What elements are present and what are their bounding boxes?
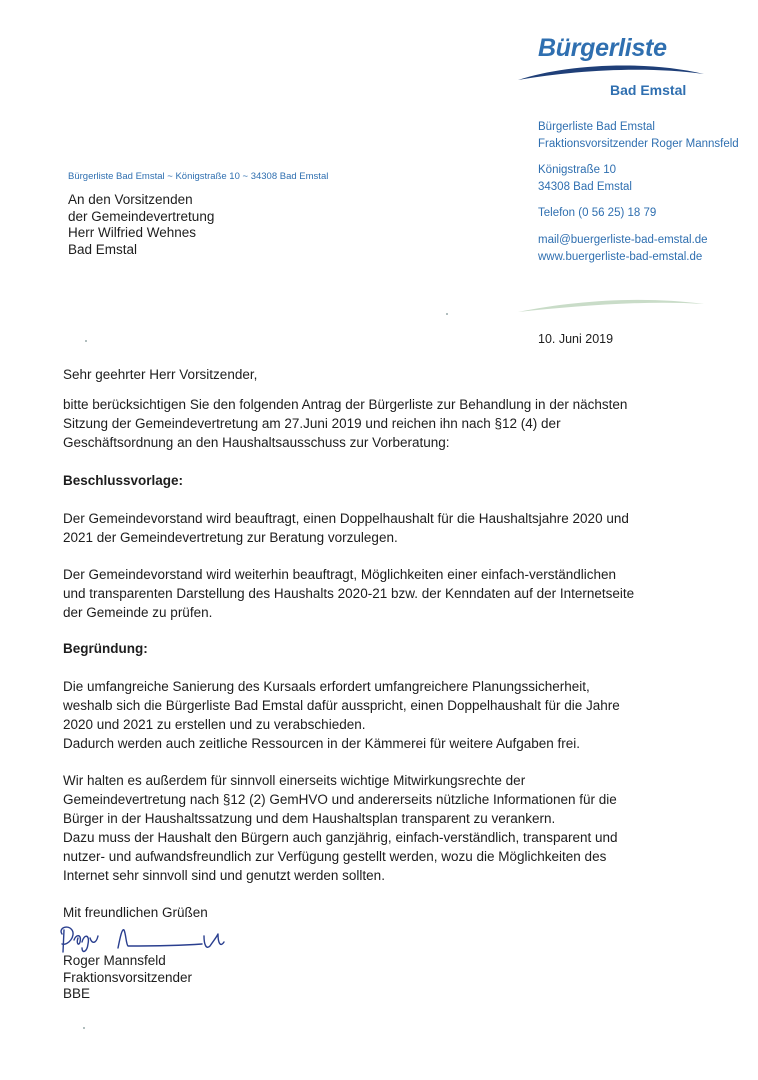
text-line: Der Gemeindevorstand wird beauftragt, einen Doppelhaushalt für die Haushaltsjahre 2020 und — [63, 511, 629, 526]
scan-speck — [83, 1027, 85, 1029]
sender-street: Königstraße 10 — [538, 164, 616, 176]
sender-role: Fraktionsvorsitzender Roger Mannsfeld — [538, 138, 739, 150]
text-line: und transparenten Darstellung des Haushalts 2020-21 bzw. der Kenndaten auf der Internetseite — [63, 586, 635, 601]
recipient-line: der Gemeindevertretung — [68, 208, 215, 224]
signer-role: Fraktionsvorsitzender — [63, 969, 193, 985]
beschluss-paragraph-2 — [63, 565, 693, 622]
recipient-line: An den Vorsitzenden — [68, 192, 193, 207]
letter-date: 10. Juni 2019 — [538, 332, 614, 346]
scan-speck — [85, 340, 87, 342]
recipient-line: Herr Wilfried Wehnes — [68, 225, 197, 240]
text-line: Geschäftsordnung an den Haushaltsausschuss zur Vorberatung: — [63, 435, 450, 450]
text-line: Internet sehr sinnvoll sind und genutzt werden sollten. — [63, 868, 385, 883]
scan-speck — [446, 313, 448, 315]
text-line: nutzer- und aufwandsfreundlich zur Verfügung gestellt werden, wozu die Möglichkeiten des — [63, 849, 607, 864]
intro-paragraph — [63, 395, 693, 452]
text-line: Gemeindevertretung nach §12 (2) GemHVO und andererseits nützliche Informationen für die — [63, 792, 617, 807]
footer-swoosh-graphic — [516, 294, 708, 318]
recipient-line: Bad Emstal — [68, 241, 138, 257]
sender-name: Bürgerliste Bad Emstal — [538, 121, 655, 133]
return-address: Bürgerliste Bad Emstal ~ Königstraße 10 ~ 34308 Bad Emstal — [68, 171, 329, 182]
closing-phrase: Mit freundlichen Grüßen — [63, 905, 208, 920]
logo-subtitle: Bad Emstal — [610, 82, 687, 98]
sender-city: 34308 Bad Emstal — [538, 181, 632, 193]
section-heading-begruendung: Begründung: — [63, 641, 148, 656]
salutation: Sehr geehrter Herr Vorsitzender, — [63, 367, 258, 382]
logo-swoosh-graphic — [516, 60, 708, 84]
beschluss-paragraph-1 — [63, 509, 693, 547]
text-line: weshalb sich die Bürgerliste Bad Emstal dafür ausspricht, einen Doppelhaushalt für die Jahre — [63, 698, 620, 713]
text-line: Der Gemeindevorstand wird weiterhin beauftragt, Möglichkeiten einer einfach-verständlichen — [63, 567, 617, 582]
text-line: Sitzung der Gemeindevertretung am 27.Juni 2019 und reichen ihn nach §12 (4) der — [63, 416, 561, 431]
text-line: Dazu muss der Haushalt den Bürgern auch ganzjährig, einfach-verständlich, transparent und — [63, 830, 618, 845]
text-line: Wir halten es außerdem für sinnvoll einerseits wichtige Mitwirkungsrechte der — [63, 773, 526, 788]
text-line: Die umfangreiche Sanierung des Kursaals erfordert umfangreichere Planungssicherheit, — [63, 679, 590, 694]
begruendung-paragraph-2 — [63, 771, 693, 885]
sender-website: www.buergerliste-bad-emstal.de — [538, 251, 703, 263]
logo-title: Bürgerliste — [538, 34, 667, 62]
text-line: der Gemeinde zu prüfen. — [63, 605, 213, 620]
sender-phone: Telefon (0 56 25) 18 79 — [538, 207, 657, 219]
text-line: 2020 und 2021 zu erstellen und zu verabschieden. — [63, 717, 366, 732]
begruendung-paragraph-1 — [63, 677, 693, 753]
sender-email: mail@buergerliste-bad-emstal.de — [538, 234, 708, 246]
signer-name: Roger Mannsfeld — [63, 953, 166, 968]
signer-organization: BBE — [63, 986, 91, 1001]
section-heading-beschlussvorlage: Beschlussvorlage: — [63, 473, 184, 488]
text-line: Dadurch werden auch zeitliche Ressourcen in der Kämmerei für weitere Aufgaben frei. — [63, 736, 581, 751]
text-line: bitte berücksichtigen Sie den folgenden Antrag der Bürgerliste zur Behandlung in der nächsten — [63, 397, 628, 412]
text-line: 2021 der Gemeindevertretung zur Beratung vorzulegen. — [63, 530, 398, 545]
text-line: Bürger in der Haushaltssatzung und dem Haushaltsplan transparent zu verankern. — [63, 811, 556, 826]
